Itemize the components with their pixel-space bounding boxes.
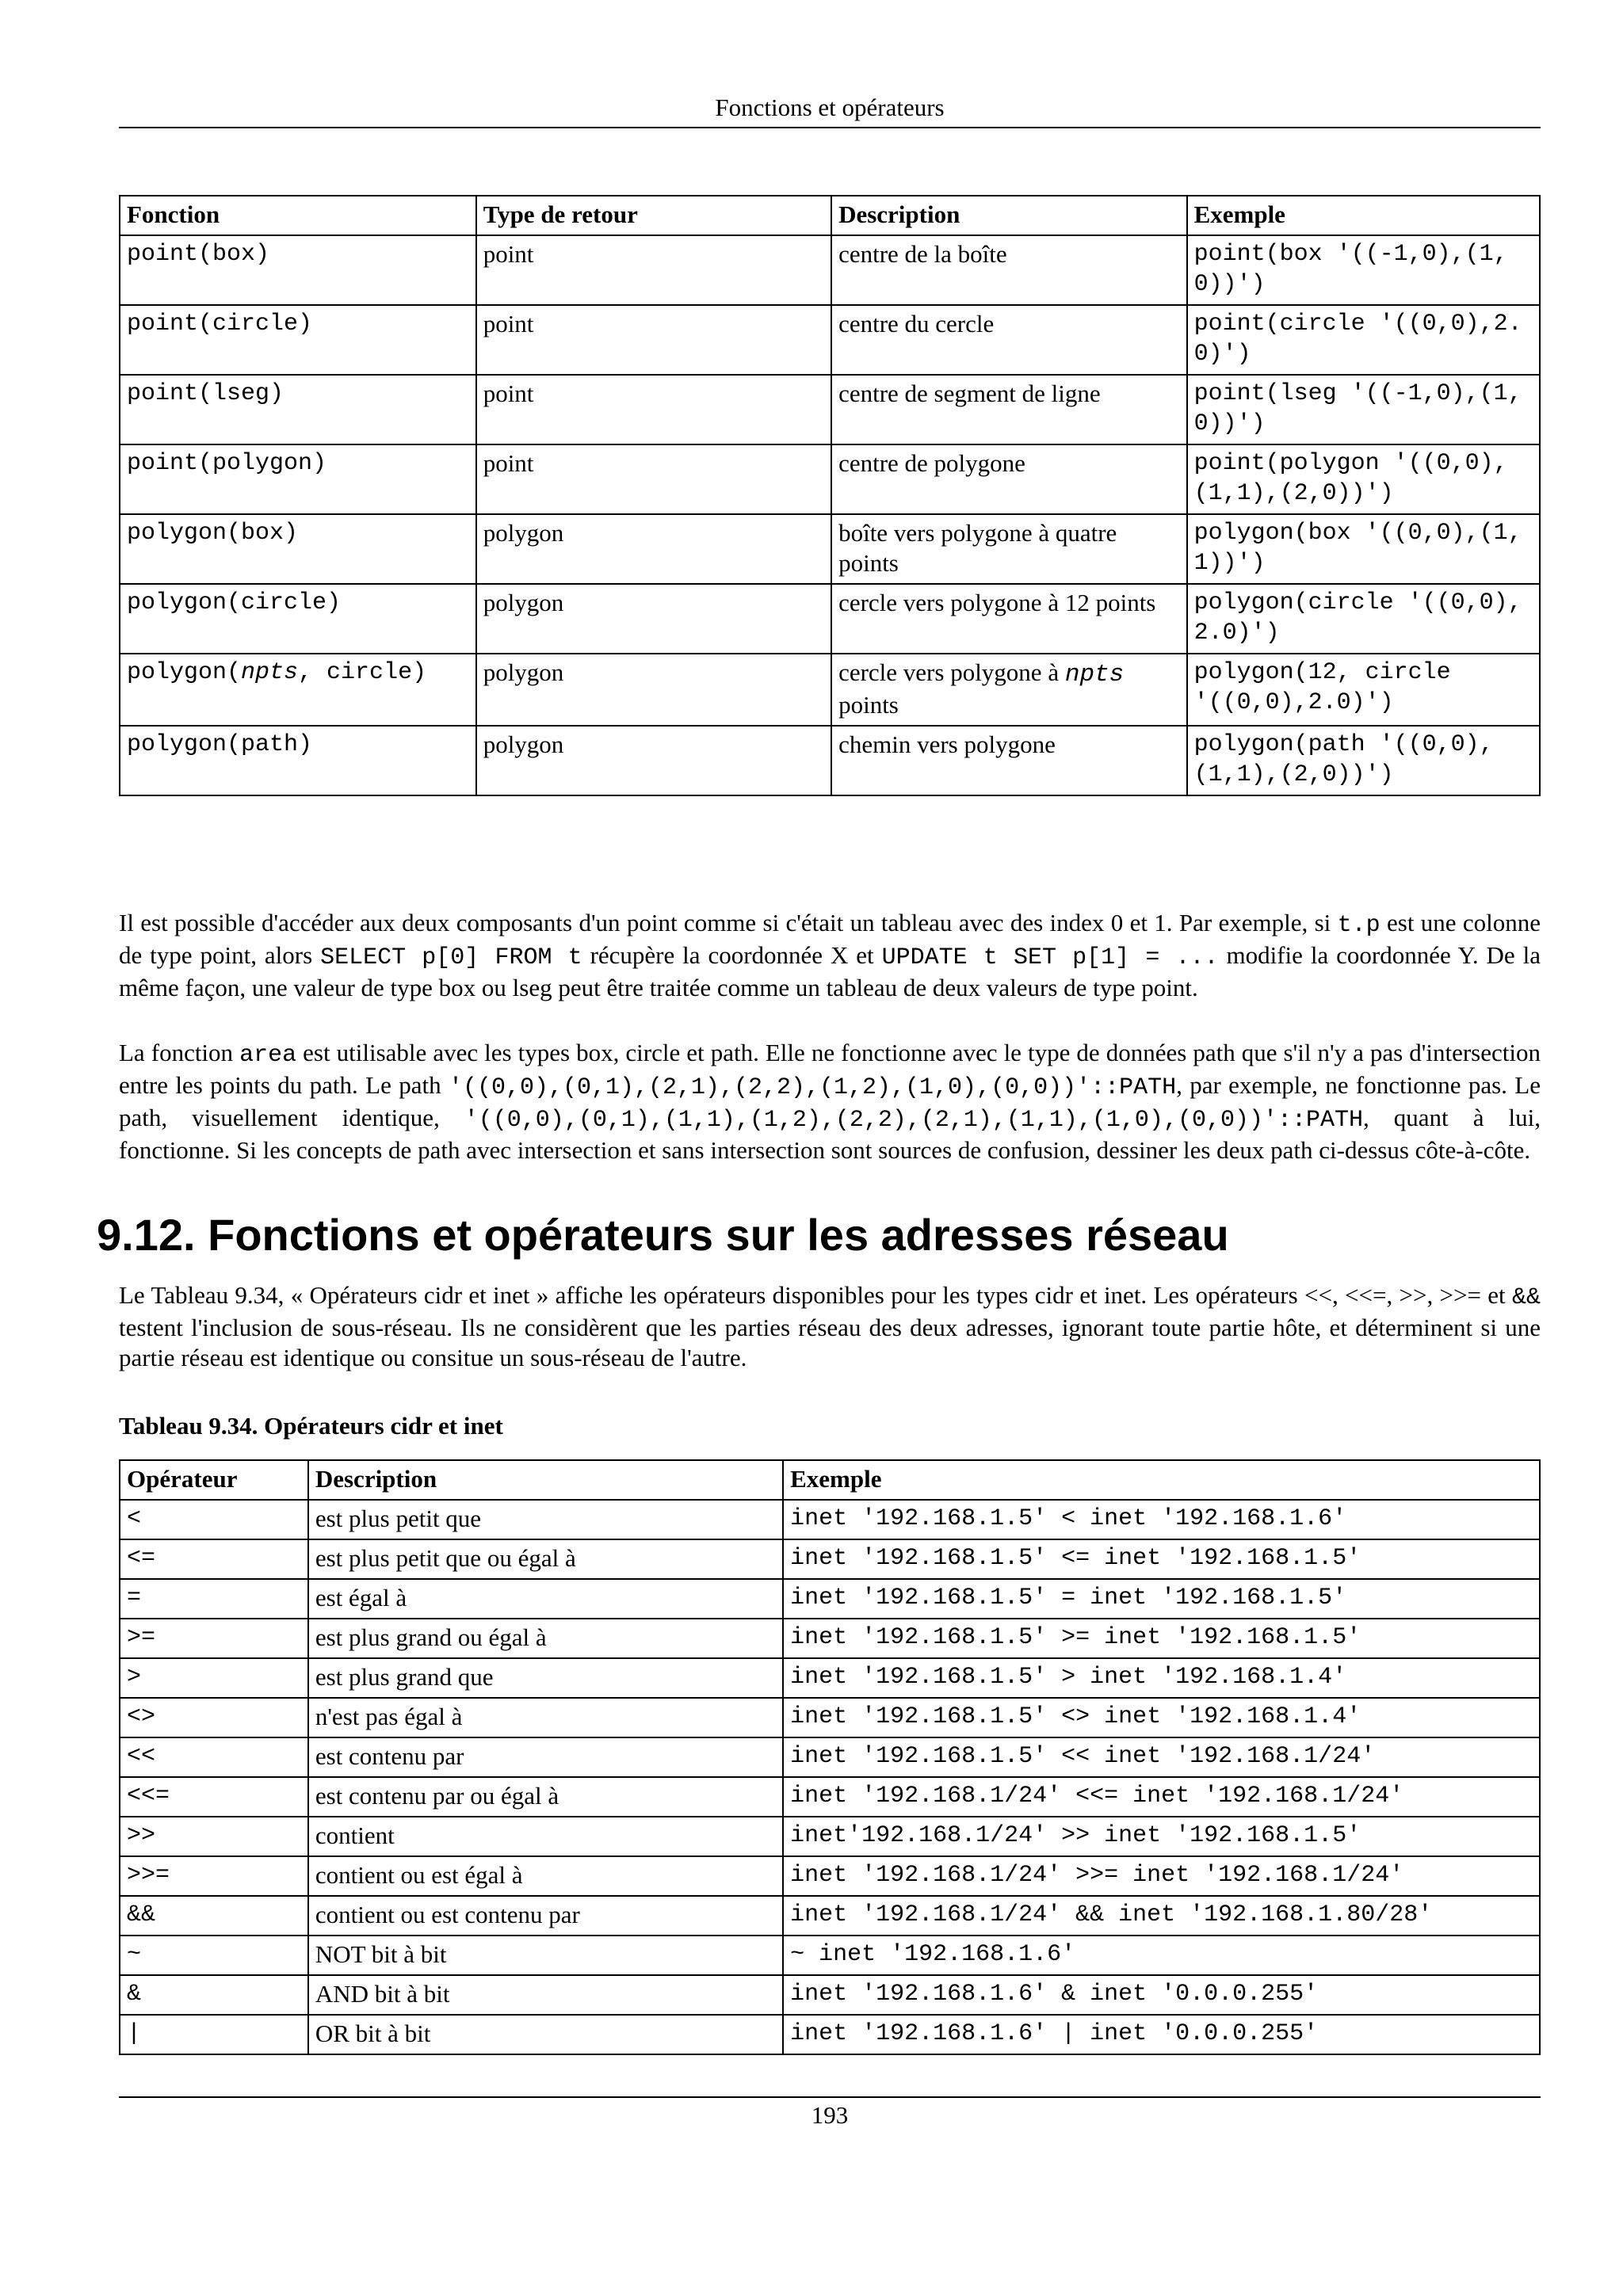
return-type-cell: polygon <box>476 584 831 654</box>
table-row <box>120 305 1540 375</box>
table-caption: Tableau 9.34. Opérateurs cidr et inet <box>119 1412 503 1440</box>
paragraph-point-access <box>119 908 1541 1003</box>
table-row <box>120 654 1540 726</box>
operator-cell: ~ <box>120 1936 308 1975</box>
operator-cell: <> <box>120 1698 308 1737</box>
inline-code: '((0,0),(0,1),(1,1),(1,2),(2,2),(2,1),(1,1),(1,0),(0,0))'::PATH <box>464 1107 1363 1134</box>
section-heading: 9.12. Fonctions et opérateurs sur les adresses réseau <box>97 1210 1229 1260</box>
operator-cell: & <box>120 1975 308 2015</box>
operator-cell: >>= <box>120 1856 308 1896</box>
paragraph-text: , par exemple, ne fonctionne pas. Le path, visuellement identique, <box>119 1071 1541 1131</box>
example-cell: inet '192.168.1.5' << inet '192.168.1/24' <box>783 1737 1540 1777</box>
inline-code: area <box>239 1042 297 1069</box>
function-cell: polygon(box) <box>120 514 476 584</box>
table-header-row <box>120 196 1540 235</box>
paragraph-network-operators <box>119 1280 1541 1373</box>
description-cell: centre de polygone <box>831 444 1186 514</box>
example-cell: point(lseg '((-1,0),(1,0))') <box>1187 375 1540 444</box>
paragraph-text: est utilisable avec les types box, circle et path. Elle ne fonctionne avec le type de données path que s'il n'y a pas d'intersection entre les points du path. Le path <box>119 1039 1541 1099</box>
table-row <box>120 1698 1540 1737</box>
paragraph-area-function <box>119 1038 1541 1165</box>
description-suffix: points <box>838 691 899 719</box>
description-cell: centre de segment de ligne <box>831 375 1186 444</box>
return-type-cell: polygon <box>476 726 831 795</box>
example-cell: inet '192.168.1/24' >>= inet '192.168.1/24' <box>783 1856 1540 1896</box>
example-cell: ~ inet '192.168.1.6' <box>783 1936 1540 1975</box>
description-cell: boîte vers polygone à quatre points <box>831 514 1186 584</box>
description-cell: AND bit à bit <box>308 1975 783 2015</box>
column-header-function: Fonction <box>120 196 476 235</box>
table-row <box>120 1936 1540 1975</box>
paragraph-text: La fonction <box>119 1039 240 1066</box>
table-row <box>120 235 1540 305</box>
description-cell: contient ou est contenu par <box>308 1896 783 1936</box>
description-cell: est plus grand ou égal à <box>308 1619 783 1658</box>
operator-cell: <= <box>120 1539 308 1579</box>
table-row <box>120 444 1540 514</box>
example-cell: inet'192.168.1/24' >> inet '192.168.1.5' <box>783 1817 1540 1856</box>
description-cell: cercle vers polygone à 12 points <box>831 584 1186 654</box>
column-header-example: Exemple <box>783 1460 1540 1500</box>
example-cell: polygon(circle '((0,0),2.0)') <box>1187 584 1540 654</box>
paragraph-text: Le Tableau 9.34, « Opérateurs cidr et inet » affiche les opérateurs disponibles pour les types cidr et inet. Les opérateurs <<, <<=, >>, >>= et <box>119 1281 1512 1309</box>
return-type-cell: polygon <box>476 654 831 726</box>
function-name-suffix: , circle) <box>298 659 427 686</box>
return-type-cell: point <box>476 235 831 305</box>
table-row <box>120 1975 1540 2015</box>
inline-code: t.p <box>1337 912 1381 939</box>
example-cell: inet '192.168.1/24' <<= inet '192.168.1/24' <box>783 1777 1540 1817</box>
function-cell: polygon(circle) <box>120 584 476 654</box>
function-cell: polygon(path) <box>120 726 476 795</box>
description-cell: n'est pas égal à <box>308 1698 783 1737</box>
inline-code: '((0,0),(0,1),(2,1),(2,2),(1,2),(1,0),(0,0))'::PATH <box>448 1074 1177 1101</box>
return-type-cell: point <box>476 444 831 514</box>
description-cell: centre du cercle <box>831 305 1186 375</box>
function-cell: point(lseg) <box>120 375 476 444</box>
example-cell: inet '192.168.1.5' <> inet '192.168.1.4' <box>783 1698 1540 1737</box>
example-cell: inet '192.168.1.5' >= inet '192.168.1.5' <box>783 1619 1540 1658</box>
table-row <box>120 1896 1540 1936</box>
table-row <box>120 514 1540 584</box>
example-cell: inet '192.168.1.6' & inet '0.0.0.255' <box>783 1975 1540 2015</box>
paragraph-text: modifie la coordonnée Y. De la même façon, une valeur de type box ou lseg peut être traitée comme un tableau de deux valeurs de type point. <box>119 941 1541 1001</box>
example-cell: point(circle '((0,0),2.0)') <box>1187 305 1540 375</box>
description-cell: contient ou est égal à <box>308 1856 783 1896</box>
column-header-operator: Opérateur <box>120 1460 308 1500</box>
operator-cell: >= <box>120 1619 308 1658</box>
description-cell: centre de la boîte <box>831 235 1186 305</box>
operator-cell: > <box>120 1658 308 1698</box>
operator-cell: <<= <box>120 1777 308 1817</box>
table-header-row <box>120 1460 1540 1500</box>
description-cell: chemin vers polygone <box>831 726 1186 795</box>
table-row <box>120 1658 1540 1698</box>
function-name-prefix: polygon( <box>127 659 242 686</box>
table-row <box>120 1817 1540 1856</box>
operator-cell: && <box>120 1896 308 1936</box>
operator-cell: >> <box>120 1817 308 1856</box>
example-cell: inet '192.168.1.6' | inet '0.0.0.255' <box>783 2015 1540 2054</box>
table-row <box>120 1777 1540 1817</box>
example-cell: point(polygon '((0,0),(1,1),(2,0))') <box>1187 444 1540 514</box>
table-row <box>120 584 1540 654</box>
example-cell: point(box '((-1,0),(1,0))') <box>1187 235 1540 305</box>
paragraph-text: , quant à lui, fonctionne. Si les concepts de path avec intersection et sans intersection sont sources de confusion, dessiner les deux path ci-dessus côte-à-côte. <box>119 1104 1541 1164</box>
header-rule <box>119 127 1541 128</box>
description-cell <box>831 654 1186 726</box>
inline-code: SELECT p[0] FROM t <box>320 944 582 971</box>
example-cell: inet '192.168.1.5' > inet '192.168.1.4' <box>783 1658 1540 1698</box>
table-row <box>120 1579 1540 1619</box>
example-cell: polygon(12, circle '((0,0),2.0)') <box>1187 654 1540 726</box>
description-argument: npts <box>1064 661 1125 688</box>
paragraph-text: récupère la coordonnée X et <box>582 941 882 969</box>
description-cell: contient <box>308 1817 783 1856</box>
table-row <box>120 1856 1540 1896</box>
operator-cell: = <box>120 1579 308 1619</box>
function-argument: npts <box>241 659 299 686</box>
function-cell: point(box) <box>120 235 476 305</box>
return-type-cell: point <box>476 305 831 375</box>
description-prefix: cercle vers polygone à <box>838 658 1065 686</box>
table-row <box>120 2015 1540 2054</box>
page-number: 193 <box>811 2101 849 2129</box>
return-type-cell: polygon <box>476 514 831 584</box>
geometric-functions-table <box>119 195 1541 796</box>
table-row <box>120 1737 1540 1777</box>
table-row <box>120 1500 1540 1539</box>
table-row <box>120 1539 1540 1579</box>
description-cell: est plus grand que <box>308 1658 783 1698</box>
paragraph-text: testent l'inclusion de sous-réseau. Ils ne considèrent que les parties réseau des deux adresses, ignorant toute partie hôte, et déterminent si une partie réseau est identique ou consitue un sous-réseau de l'autre. <box>119 1314 1541 1371</box>
function-cell: point(polygon) <box>120 444 476 514</box>
example-cell: polygon(path '((0,0),(1,1),(2,0))') <box>1187 726 1540 795</box>
column-header-example: Exemple <box>1187 196 1540 235</box>
paragraph-text: Il est possible d'accéder aux deux composants d'un point comme si c'était un tableau avec des index 0 et 1. Par exemple, si <box>119 909 1338 936</box>
description-cell: OR bit à bit <box>308 2015 783 2054</box>
description-cell: est contenu par ou égal à <box>308 1777 783 1817</box>
table-row <box>120 375 1540 444</box>
inline-code: && <box>1511 1284 1541 1311</box>
example-cell: inet '192.168.1.5' <= inet '192.168.1.5' <box>783 1539 1540 1579</box>
example-cell: inet '192.168.1/24' && inet '192.168.1.80/28' <box>783 1896 1540 1936</box>
footer-rule <box>119 2096 1541 2098</box>
description-cell: est plus petit que ou égal à <box>308 1539 783 1579</box>
example-cell: inet '192.168.1.5' < inet '192.168.1.6' <box>783 1500 1540 1539</box>
table-row <box>120 726 1540 795</box>
function-cell: point(circle) <box>120 305 476 375</box>
paragraph-text: est une colonne de type point, alors <box>119 909 1541 969</box>
operator-cell: << <box>120 1737 308 1777</box>
column-header-description: Description <box>831 196 1186 235</box>
network-operators-table <box>119 1459 1541 2055</box>
column-header-return-type: Type de retour <box>476 196 831 235</box>
column-header-description: Description <box>308 1460 783 1500</box>
description-cell: est contenu par <box>308 1737 783 1777</box>
description-cell: est plus petit que <box>308 1500 783 1539</box>
running-header: Fonctions et opérateurs <box>715 93 945 121</box>
function-cell <box>120 654 476 726</box>
example-cell: polygon(box '((0,0),(1,1))') <box>1187 514 1540 584</box>
description-cell: NOT bit à bit <box>308 1936 783 1975</box>
example-cell: inet '192.168.1.5' = inet '192.168.1.5' <box>783 1579 1540 1619</box>
table-row <box>120 1619 1540 1658</box>
operator-cell: | <box>120 2015 308 2054</box>
return-type-cell: point <box>476 375 831 444</box>
operator-cell: < <box>120 1500 308 1539</box>
description-cell: est égal à <box>308 1579 783 1619</box>
inline-code: UPDATE t SET p[1] = ... <box>881 944 1219 971</box>
